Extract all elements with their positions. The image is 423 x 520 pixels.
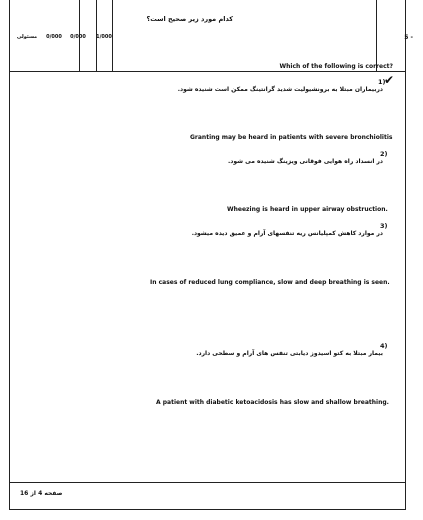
option-number: 1) [378, 78, 386, 86]
score-label: مسئولی [16, 34, 38, 40]
option-text-fa[interactable]: در موارد کاهش کمپلیانس ریه تنفسهای آرام و عمیق دیده میشود. [191, 230, 383, 237]
option-number: 4) [380, 342, 388, 350]
divider [376, 0, 377, 72]
question-text-fa: کدام مورد زیر صحیح است؟ [146, 15, 233, 23]
question-number: 5 - [404, 34, 413, 41]
option-number: 2) [380, 150, 388, 158]
question-text-en: Which of the following is correct? [279, 63, 393, 70]
option-text-en[interactable]: In cases of reduced lung compliance, slow and deep breathing is seen. [150, 279, 390, 286]
score-value: 0/000 [46, 34, 62, 40]
option-text-en[interactable]: A patient with diabetic ketoacidosis has slow and shallow breathing. [156, 399, 389, 406]
question-frame [9, 0, 406, 510]
option-text-fa[interactable]: بیمار مبتلا به کتو اسیدوز دیابتی تنفس های آرام و سطحی دارد. [196, 350, 383, 357]
option-text-en[interactable]: Granting may be heard in patients with severe bronchiolitis [190, 134, 393, 141]
option-text-fa[interactable]: دربیماران مبتلا به برونشیولیت شدید گرانتینگ ممکن است شنیده شود. [177, 86, 383, 93]
option-text-fa[interactable]: در انسداد راه هوایی فوقانی ویزینگ شنیده می شود. [228, 158, 383, 165]
footer-divider [9, 482, 406, 483]
score-value: 0/000 [70, 34, 86, 40]
check-icon: ✔ [384, 73, 395, 87]
score-value: 1/000 [96, 34, 112, 40]
option-number: 3) [380, 222, 388, 230]
page-number: صفحه 4 از 16 [20, 490, 63, 497]
option-text-en[interactable]: Wheezing is heard in upper airway obstruction. [227, 206, 388, 213]
